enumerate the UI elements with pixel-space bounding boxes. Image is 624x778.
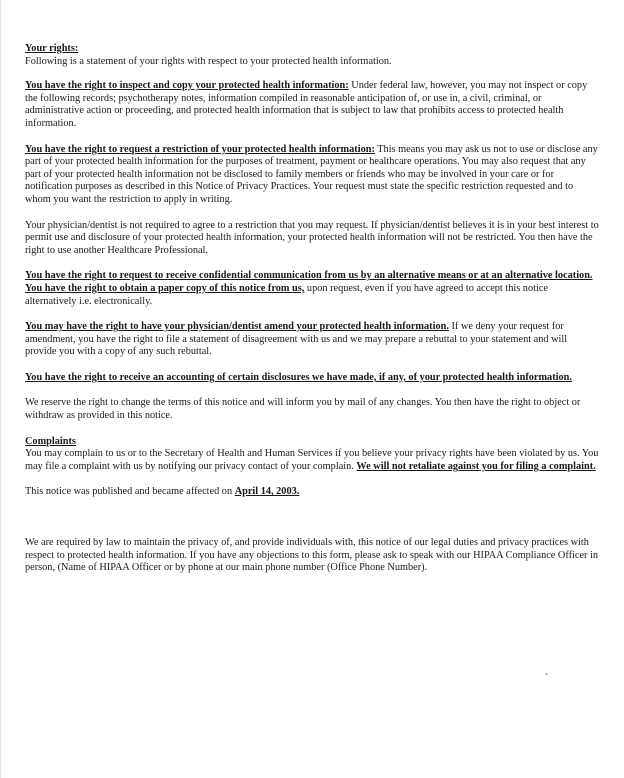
inspect-heading: You have the right to inspect and copy your protected health information:	[25, 80, 349, 92]
published-date: April 14, 2003.	[234, 486, 300, 498]
complaints-heading: Complaints	[25, 435, 76, 447]
confidential-heading: You have the right to request to receive confidential communication from us by an alternative means or at an alternative location.	[25, 270, 593, 282]
document-body	[25, 43, 599, 575]
complaints-body: You may complain to us or to the Secretary of Health and Human Services if you believe your privacy rights have been violated by us. You may file a complaint with us by notifying our privacy contact of your complain.	[25, 448, 599, 472]
paper-copy-heading: You have the right to obtain a paper copy of this notice from us,	[25, 282, 305, 294]
no-retaliate-statement: We will not retaliate against you for filing a complaint.	[356, 460, 596, 472]
amend-heading: You may have the right to have your physician/dentist amend your protected health information.	[25, 321, 449, 333]
accounting-heading: You have the right to receive an accounting of certain disclosures we have made, if any, of your protected health information.	[25, 371, 572, 383]
section-restriction	[25, 144, 599, 207]
section-accounting	[25, 372, 599, 385]
rights-heading: Your rights:	[25, 43, 79, 54]
confidential-body: upon request, even if you have agreed to accept this notice alternatively i.e. electronically.	[25, 282, 548, 307]
reserve-note: We reserve the right to change the terms of this notice and will inform you by mail of any changes. You then have the right to object or withdraw as provided in this notice.	[25, 397, 581, 422]
closing-statement: We are required by law to maintain the privacy of, and provide individuals with, this notice of our legal duties and privacy practices with respect to protected health information. If you have any objections to this form, please ask to speak with our HIPAA Compliance Officer in person, (Name of HIPAA Officer or by phone at our main phone number (Office Phone Number).	[25, 537, 599, 574]
section-complaints	[25, 448, 599, 473]
physician-note: Your physician/dentist is not required to agree to a restriction that you may request. If physician/dentist believes it is in your best interest to permit use and disclosure of your protected health information, your protected health information will not be restricted. You then have the right to use another Healthcare Professional.	[25, 219, 599, 256]
scan-speck	[545, 673, 548, 675]
published-note	[25, 486, 599, 499]
restriction-heading: You have the right to request a restriction of your protected health information:	[25, 143, 375, 155]
restriction-body: This means you may ask us not to use or disclose any part of your protected health information for the purposes of treatment, payment or healthcare operations. You may also request that any part of your protected health information not be disclosed to family members or friends who may be involved in your care or for notification purposes as described in this Notice of Privacy Practices. Your request must state the specific restriction requested and to whom you want the restriction to apply in writing.	[25, 143, 598, 205]
section-confidential	[25, 270, 599, 308]
inspect-body: Under federal law, however, you may not inspect or copy the following records; psychotherapy notes, information compiled in reasonable anticipation of, or use in, a civil, criminal, or administrative action or proceeding, and protected health information that is subject to law that prohibits access to protected health information.	[25, 80, 588, 129]
published-text: This notice was published and became affected on	[25, 486, 235, 498]
section-amend	[25, 321, 599, 359]
section-inspect	[25, 80, 599, 130]
amend-body: If we deny your request for amendment, you have the right to file a statement of disagreement with us and we may prepare a rebuttal to your statement and will provide you with a copy of any such rebuttal.	[25, 321, 568, 358]
scan-edge	[0, 0, 1, 778]
rights-intro: Following is a statement of your rights with respect to your protected health information.	[25, 55, 392, 67]
